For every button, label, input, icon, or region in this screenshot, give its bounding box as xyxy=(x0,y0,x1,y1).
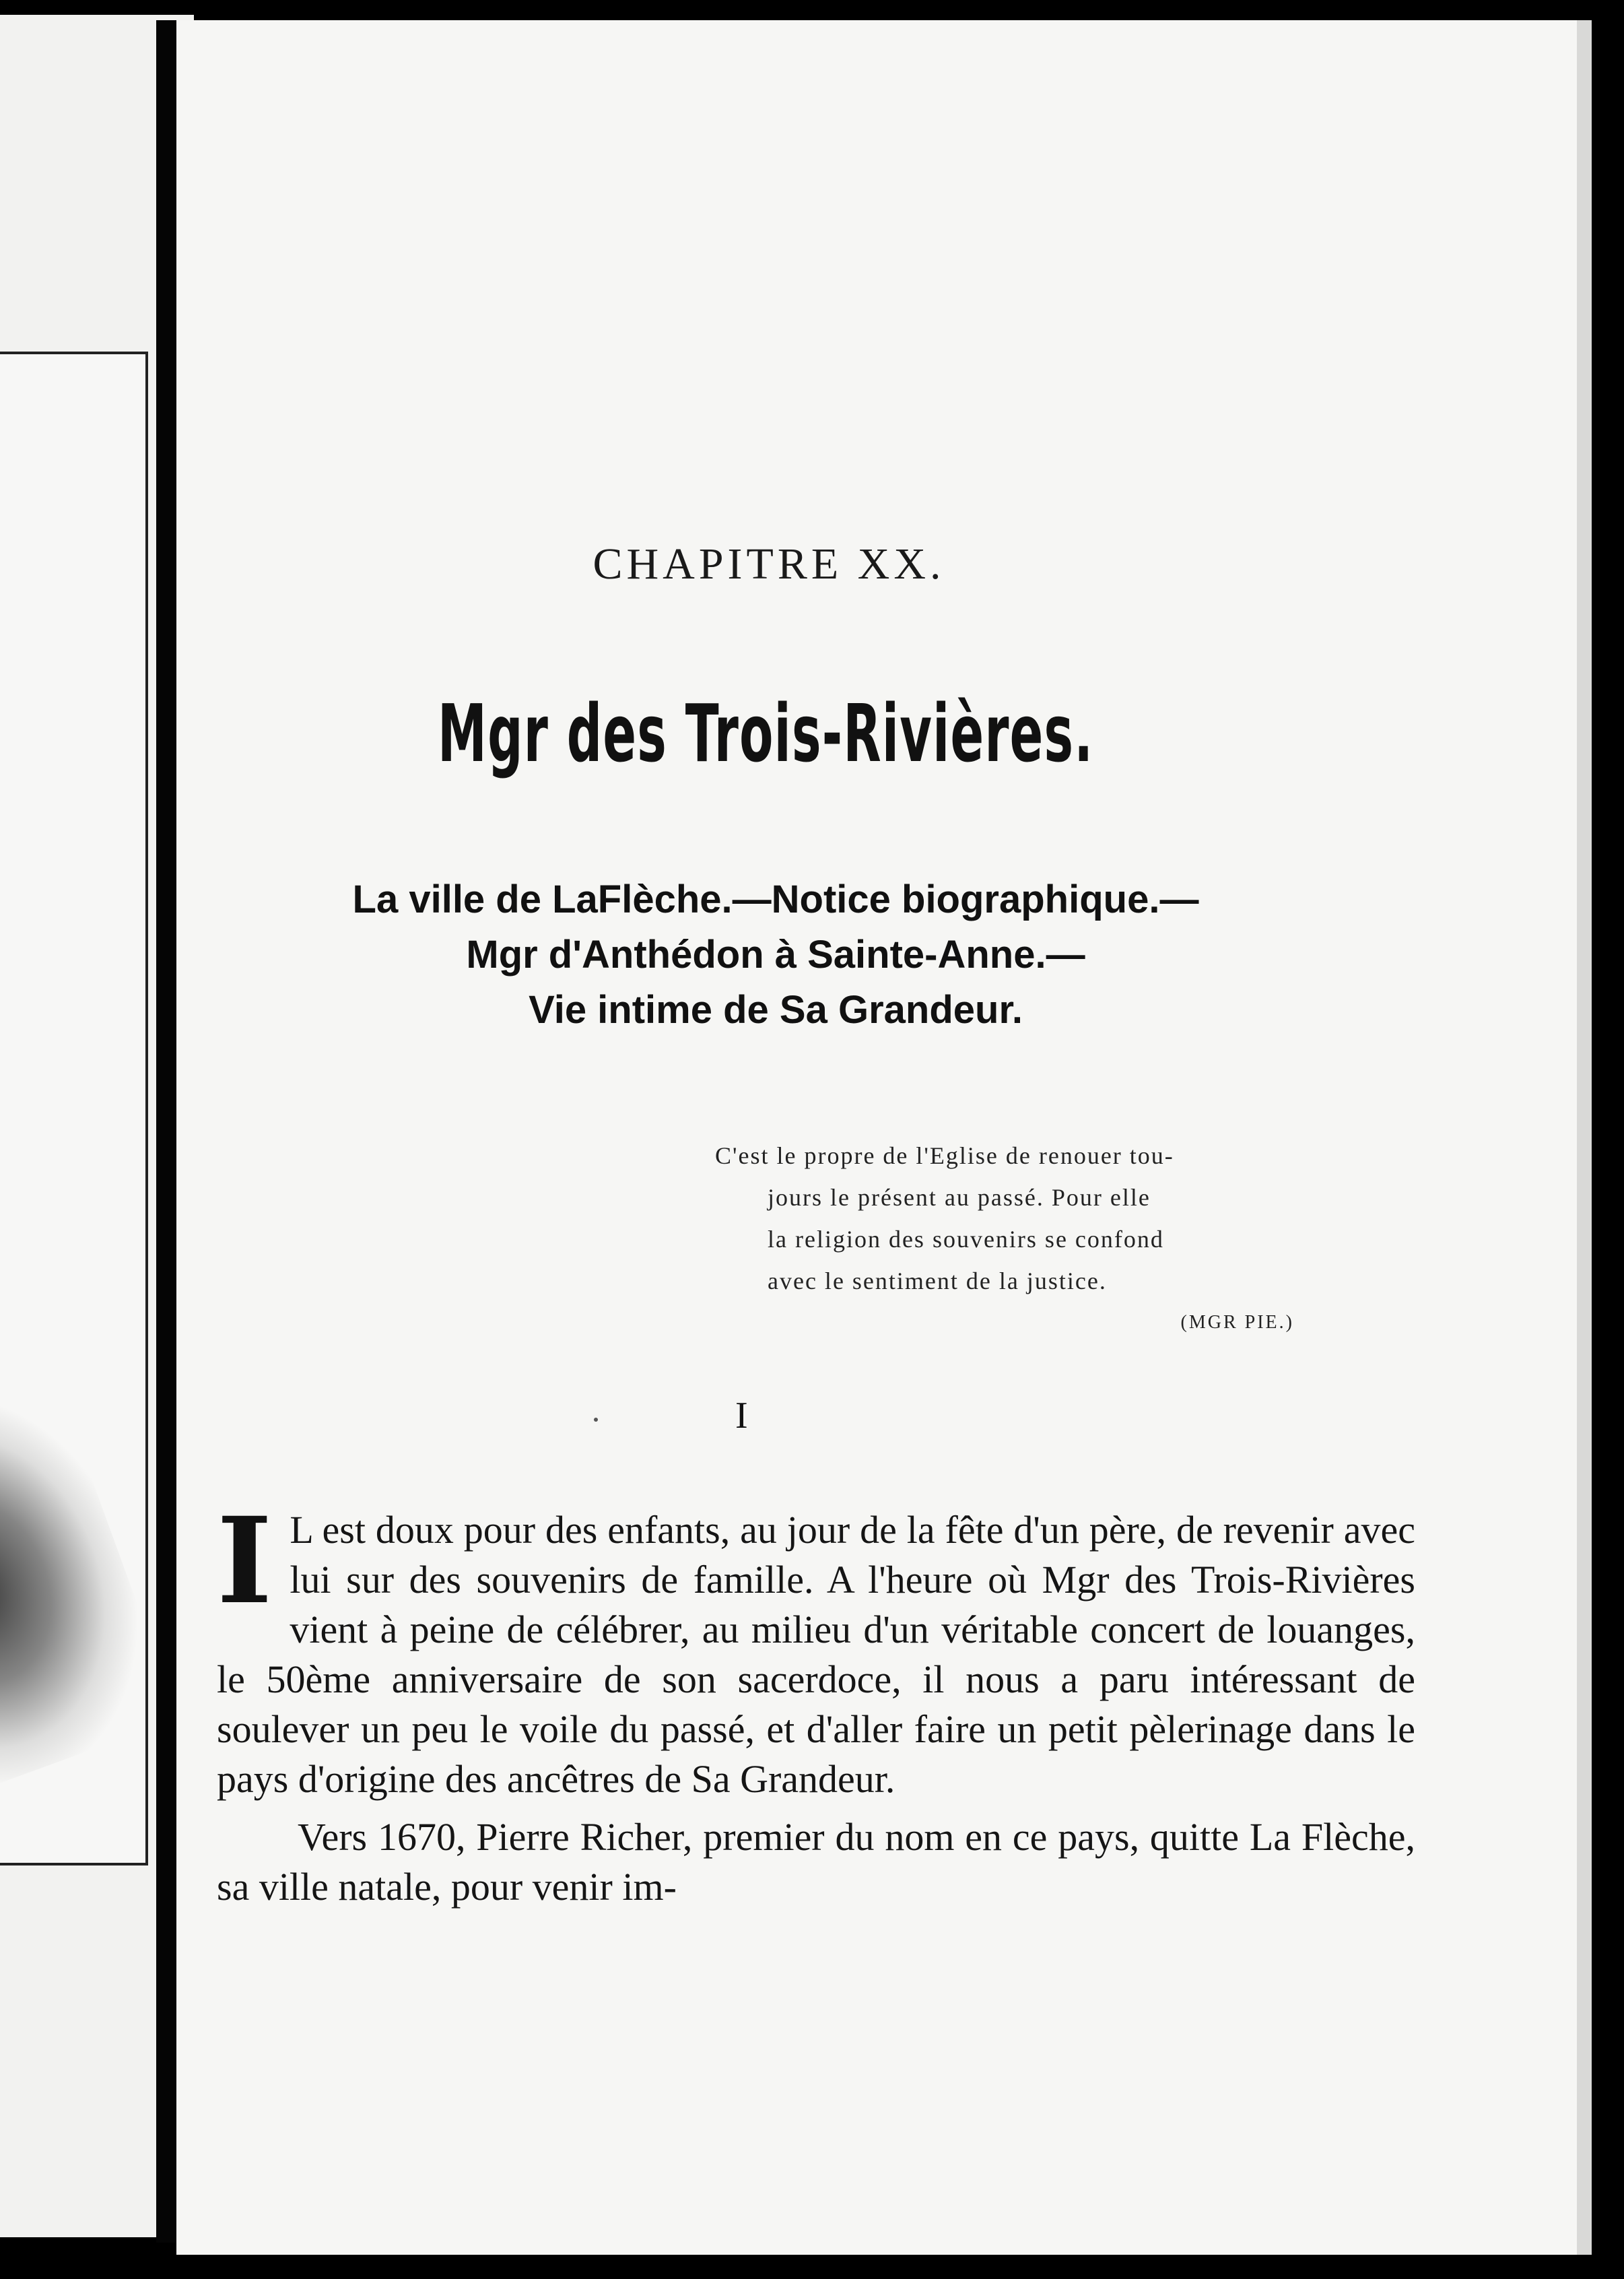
book-page xyxy=(176,20,1592,2255)
chapter-title: Mgr des Trois-Rivières. xyxy=(438,687,1094,780)
epigraph xyxy=(715,1135,1321,1344)
book-gutter xyxy=(156,20,179,2243)
section-number: I xyxy=(735,1395,748,1436)
epigraph-line: jours le présent au passé. Pour elle xyxy=(768,1184,1151,1211)
summary-line: La ville de LaFlèche.—Notice biographique.— xyxy=(352,878,1199,921)
epigraph-line: C'est le propre de l'Eglise de renouer tou- xyxy=(715,1142,1174,1169)
summary-line: Mgr d'Anthédon à Sainte-Anne.— xyxy=(466,933,1085,977)
drop-cap: I xyxy=(217,1491,273,1630)
paragraph: L est doux pour des enfants, au jour de la fête d'un père, de revenir avec lui sur des souvenirs de famille. A l'heure où Mgr des Trois-Rivières vient à peine de célébrer, au milieu d'un véritable concert de louanges, le 50ème anniversaire de son sacerdoce, il nous a paru intéressant de soulever un peu le voile du passé, et d'aller faire un petit pèlerinage dans le pays d'origine des ancêtres de Sa Grandeur. xyxy=(217,1508,1415,1801)
paragraph: Vers 1670, Pierre Richer, premier du nom en ce pays, quitte La Flèche, sa ville natale, pour venir im- xyxy=(217,1815,1415,1909)
epigraph-line: la religion des souvenirs se confond xyxy=(768,1226,1164,1253)
chapter-summary xyxy=(176,872,1375,1038)
epigraph-line: avec le sentiment de la justice. xyxy=(768,1267,1107,1294)
print-speck xyxy=(594,1418,598,1422)
chapter-heading: CHAPITRE XX. xyxy=(593,539,945,589)
epigraph-attribution: (MGR PIE.) xyxy=(1180,1312,1294,1333)
portrait-plate xyxy=(0,352,148,1865)
portrait-image-fragment xyxy=(0,1364,148,1797)
body-text xyxy=(217,1491,1415,1912)
summary-line: Vie intime de Sa Grandeur. xyxy=(529,988,1023,1032)
